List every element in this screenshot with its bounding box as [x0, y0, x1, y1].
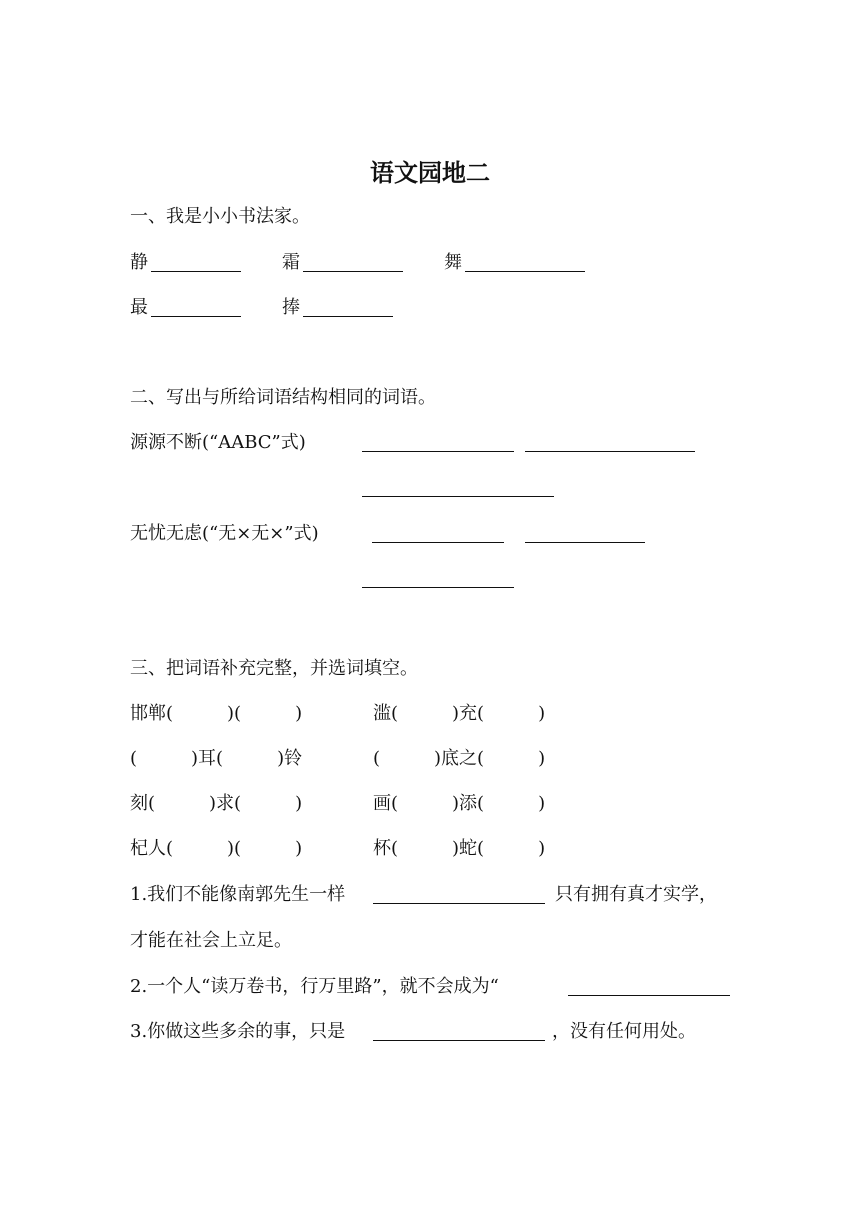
char-peng: 捧 — [282, 297, 300, 318]
section3-heading: 三、把词语补充完整，并选词填空。 — [130, 658, 418, 679]
answer-blank[interactable] — [362, 496, 554, 497]
answer-blank[interactable] — [525, 542, 645, 543]
idiom-item: 滥( )充( ) — [373, 703, 546, 724]
char-shuang: 霜 — [282, 252, 300, 273]
idiom-item: 邯郸( )( ) — [130, 703, 303, 724]
answer-blank[interactable] — [151, 316, 241, 317]
question-3: 3.你做这些多余的事，只是 — [130, 1021, 346, 1042]
answer-blank[interactable] — [151, 271, 241, 272]
answer-blank[interactable] — [525, 451, 695, 452]
aabc-prompt: 源源不断(“AABC”式) — [130, 432, 306, 453]
answer-blank[interactable] — [568, 995, 730, 996]
question-1: 1.我们不能像南郭先生一样 — [130, 884, 346, 905]
answer-blank[interactable] — [362, 451, 514, 452]
idiom-item: 杞人( )( ) — [130, 838, 303, 859]
idiom-item: ( )耳( )铃 — [130, 748, 303, 769]
idiom-item: ( )底之( ) — [373, 748, 546, 769]
question-3-end: ，没有任何用处。 — [552, 1021, 696, 1042]
answer-blank[interactable] — [362, 587, 514, 588]
question-1-continued: 才能在社会上立足。 — [130, 930, 292, 951]
char-wu: 舞 — [444, 252, 462, 273]
answer-blank[interactable] — [303, 316, 393, 317]
answer-blank[interactable] — [373, 1040, 545, 1041]
page-title: 语文园地二 — [370, 158, 490, 187]
section2-heading: 二、写出与所给词语结构相同的词语。 — [130, 387, 436, 408]
idiom-item: 画( )添( ) — [373, 793, 546, 814]
question-1-end: 只有拥有真才实学， — [555, 884, 717, 905]
idiom-item: 刻( )求( ) — [130, 793, 303, 814]
section1-heading: 一、我是小小书法家。 — [130, 206, 310, 227]
question-2: 2.一个人“读万卷书，行万里路”，就不会成为“ — [130, 976, 499, 997]
answer-blank[interactable] — [373, 903, 545, 904]
answer-blank[interactable] — [303, 271, 403, 272]
answer-blank[interactable] — [372, 542, 504, 543]
answer-blank[interactable] — [465, 271, 585, 272]
char-zui: 最 — [130, 297, 148, 318]
idiom-item: 杯( )蛇( ) — [373, 838, 546, 859]
wu-wu-prompt: 无忧无虑(“无×无×”式) — [130, 523, 319, 544]
char-jing: 静 — [130, 252, 148, 273]
